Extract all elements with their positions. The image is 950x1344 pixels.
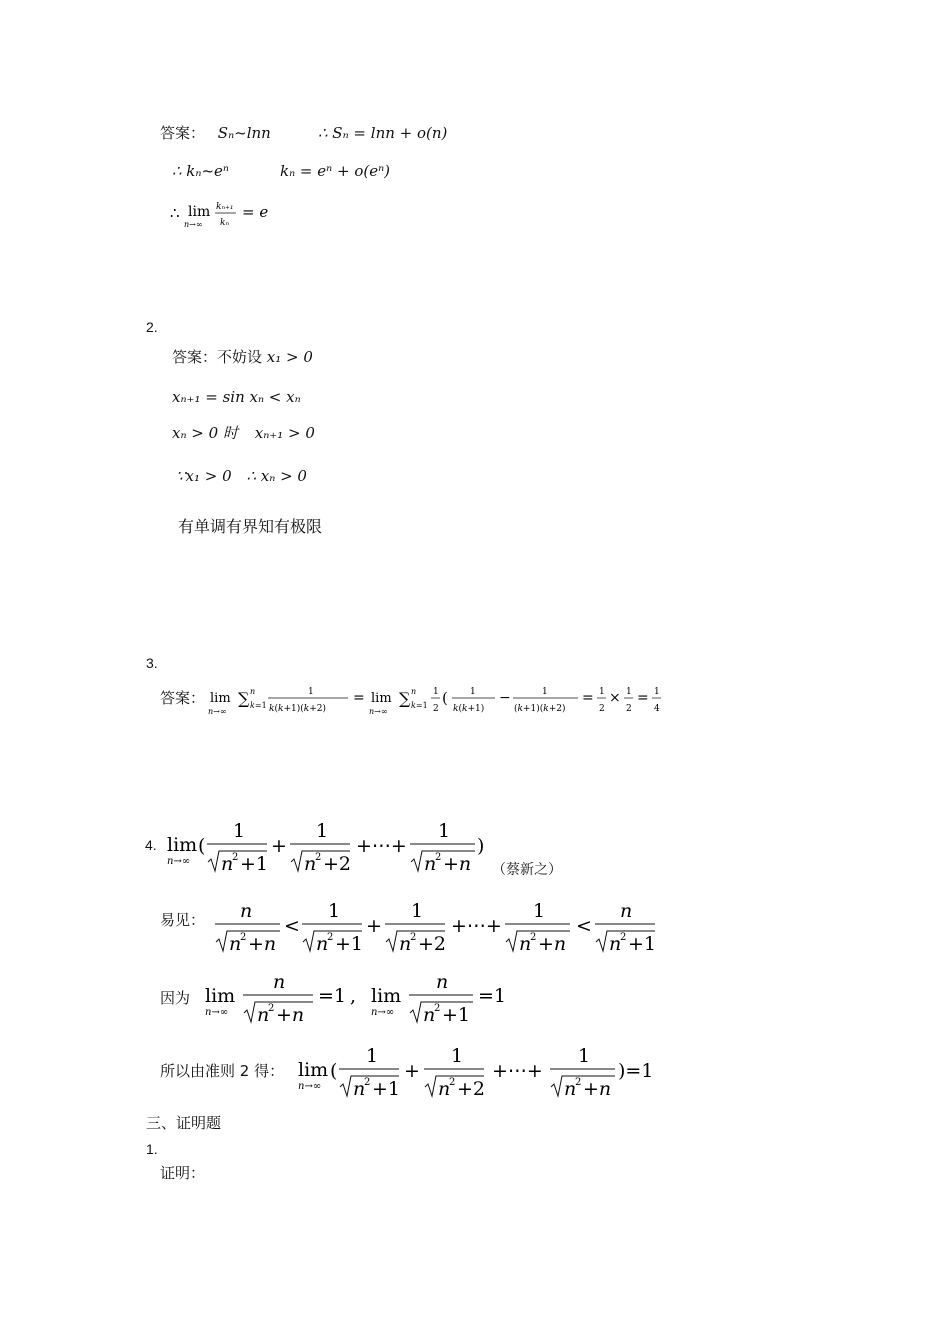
svg-text:2: 2 (268, 1003, 275, 1014)
svg-text:kₙ₊₁: kₙ₊₁ (216, 202, 234, 212)
svg-text:n: n (229, 933, 242, 955)
q1-limit-expression (170, 196, 290, 236)
svg-text:n: n (609, 933, 622, 955)
q4-inequality (210, 895, 670, 957)
svg-text:1: 1 (366, 1045, 379, 1067)
svg-text:2: 2 (449, 1077, 456, 1088)
answer-label: 答案：不妨设 (172, 348, 263, 366)
svg-text:n: n (240, 900, 253, 922)
svg-text:2: 2 (364, 1077, 371, 1088)
svg-text:1: 1 (599, 687, 605, 697)
math-expression: Sₙ~lnn (217, 124, 271, 142)
svg-text:+: + (404, 1060, 420, 1082)
svg-text:1: 1 (308, 687, 314, 697)
svg-text:=: = (637, 690, 649, 706)
math-expression: kₙ = eⁿ + o(eⁿ) (280, 162, 391, 180)
svg-text:1: 1 (411, 900, 424, 922)
math-expression: xₙ₊₁ = sin xₙ < xₙ (172, 388, 301, 406)
proof-label: 证明： (160, 1164, 206, 1182)
q4-limit-problem (165, 815, 495, 877)
question-number: 3. (146, 655, 158, 671)
svg-text:+1: +1 (628, 933, 657, 955)
math-expression: xₙ > 0 时 (172, 424, 238, 442)
svg-text:n: n (438, 1078, 451, 1100)
svg-text:lim: lim (167, 834, 198, 856)
svg-text:∴: ∴ (170, 204, 180, 222)
svg-text:n: n (424, 853, 437, 875)
svg-text:1: 1 (316, 820, 329, 842)
svg-text:+: + (271, 835, 287, 857)
section-heading: 三、证明题 (146, 1114, 222, 1132)
svg-text:2: 2 (626, 704, 632, 714)
svg-text:∑: ∑ (399, 689, 411, 708)
q3-sum-expression (208, 680, 678, 722)
svg-text:1: 1 (433, 687, 439, 697)
svg-text:n: n (273, 971, 286, 993)
svg-text:lim: lim (210, 691, 231, 706)
svg-text:1: 1 (542, 687, 548, 697)
svg-text:n→∞: n→∞ (371, 1007, 395, 1018)
svg-text:+1: +1 (442, 1004, 471, 1026)
math-expression: ∴ xₙ > 0 (246, 467, 307, 485)
svg-text:1: 1 (470, 687, 476, 697)
svg-text:2: 2 (575, 1077, 582, 1088)
svg-text:4: 4 (654, 704, 660, 714)
svg-text:kₙ: kₙ (220, 218, 230, 228)
svg-text:2: 2 (433, 704, 439, 714)
svg-text:=1: =1 (318, 985, 347, 1007)
question-number: 4. (145, 837, 157, 853)
math-expression: x₁ > 0 (266, 348, 313, 366)
svg-text:n: n (411, 687, 417, 696)
svg-text:n→∞: n→∞ (184, 220, 203, 229)
q1-answer-line-1 (160, 126, 271, 141)
svg-text:k=1: k=1 (411, 701, 428, 710)
svg-text:2: 2 (315, 852, 322, 863)
svg-text:+n: +n (443, 853, 472, 875)
svg-text:n: n (353, 1078, 366, 1100)
svg-text:2: 2 (599, 704, 605, 714)
svg-text:n: n (257, 1004, 270, 1026)
svg-text:+: + (366, 915, 382, 937)
math-expression: ∵x₁ > 0 (176, 467, 232, 485)
svg-text:n→∞: n→∞ (369, 707, 388, 716)
svg-text:n: n (250, 687, 256, 696)
svg-text:(: ( (198, 835, 206, 857)
svg-text:(: ( (442, 689, 448, 707)
q4-conclusion (296, 1040, 666, 1102)
answer-label: 答案： (160, 124, 206, 142)
svg-text:+2: +2 (457, 1078, 486, 1100)
svg-text:+n: +n (276, 1004, 305, 1026)
q2-conclusion: 有单调有界知有极限 (178, 517, 323, 536)
svg-text:lim: lim (371, 985, 402, 1007)
svg-text:n: n (423, 1004, 436, 1026)
svg-text:−: − (499, 690, 511, 706)
svg-text:k(k+1)(k+2): k(k+1)(k+2) (269, 704, 326, 714)
svg-text:lim: lim (188, 204, 211, 220)
svg-text:k=1: k=1 (250, 701, 267, 710)
yinwei-label: 因为 (160, 989, 191, 1007)
q2-line-3 (172, 426, 315, 441)
svg-text:n→∞: n→∞ (298, 1081, 322, 1092)
svg-text:+n: +n (248, 933, 277, 955)
svg-text:+⋯+: +⋯+ (356, 835, 407, 857)
svg-text:2: 2 (530, 932, 537, 943)
svg-text:+1: +1 (335, 933, 364, 955)
svg-text:k(k+1): k(k+1) (453, 704, 485, 714)
svg-text:n: n (564, 1078, 577, 1100)
math-expression: ∴ kₙ~eⁿ (172, 162, 230, 180)
svg-text:n: n (304, 853, 317, 875)
svg-text:=1: =1 (478, 985, 507, 1007)
svg-text:n: n (436, 971, 449, 993)
svg-text:,: , (350, 985, 357, 1007)
svg-text:lim: lim (205, 985, 236, 1007)
yijian-label: 易见： (160, 911, 206, 929)
svg-text:1: 1 (451, 1045, 464, 1067)
svg-text:n→∞: n→∞ (205, 1007, 229, 1018)
q4-limits (203, 968, 513, 1030)
svg-text:+1: +1 (372, 1078, 401, 1100)
svg-text:<: < (576, 915, 592, 937)
svg-text:+n: +n (538, 933, 567, 955)
svg-text:+2: +2 (323, 853, 352, 875)
svg-text:lim: lim (298, 1059, 329, 1081)
svg-text:n→∞: n→∞ (167, 856, 191, 867)
svg-text:n→∞: n→∞ (208, 707, 227, 716)
svg-text:2: 2 (435, 852, 442, 863)
svg-text:1: 1 (438, 820, 451, 842)
svg-text:2: 2 (434, 1003, 441, 1014)
svg-text:n: n (519, 933, 532, 955)
svg-text:lim: lim (371, 691, 392, 706)
svg-text:1: 1 (654, 687, 660, 697)
math-expression: xₙ₊₁ > 0 (254, 424, 315, 442)
svg-text:2: 2 (410, 932, 417, 943)
svg-text:): ) (477, 835, 485, 857)
svg-text:n: n (620, 900, 633, 922)
svg-text:×: × (609, 690, 621, 706)
suoyi-label: 所以由准则 2 得： (160, 1062, 285, 1080)
question-number: 1. (146, 1141, 158, 1157)
svg-text:1: 1 (233, 820, 246, 842)
svg-text:+⋯+: +⋯+ (492, 1060, 543, 1082)
svg-text:2: 2 (620, 932, 627, 943)
svg-text:1: 1 (626, 687, 632, 697)
svg-text:n: n (316, 933, 329, 955)
question-number: 2. (146, 319, 158, 335)
svg-text:)=1: )=1 (618, 1060, 654, 1082)
svg-text:+⋯+: +⋯+ (451, 915, 502, 937)
svg-text:+2: +2 (418, 933, 447, 955)
svg-text:<: < (284, 915, 300, 937)
author-attribution: （蔡新之） (492, 862, 562, 878)
svg-text:(: ( (330, 1060, 338, 1082)
svg-text:1: 1 (578, 1045, 591, 1067)
svg-text:=: = (353, 690, 365, 706)
svg-text:n: n (221, 853, 234, 875)
q2-line-4 (176, 469, 307, 484)
svg-text:2: 2 (327, 932, 334, 943)
svg-text:1: 1 (533, 900, 546, 922)
svg-text:∑: ∑ (238, 689, 250, 708)
svg-text:+n: +n (583, 1078, 612, 1100)
svg-text:1: 1 (328, 900, 341, 922)
svg-text:n: n (399, 933, 412, 955)
math-expression: ∴ Sₙ = lnn + o(n) (318, 124, 448, 142)
svg-text:+1: +1 (240, 853, 269, 875)
svg-text:2: 2 (232, 852, 239, 863)
answer-label: 答案： (160, 689, 206, 707)
q2-answer-line (172, 350, 313, 365)
svg-text:(k+1)(k+2): (k+1)(k+2) (514, 704, 566, 714)
svg-text:2: 2 (240, 932, 247, 943)
svg-text:= e: = e (242, 203, 269, 221)
svg-text:=: = (582, 690, 594, 706)
